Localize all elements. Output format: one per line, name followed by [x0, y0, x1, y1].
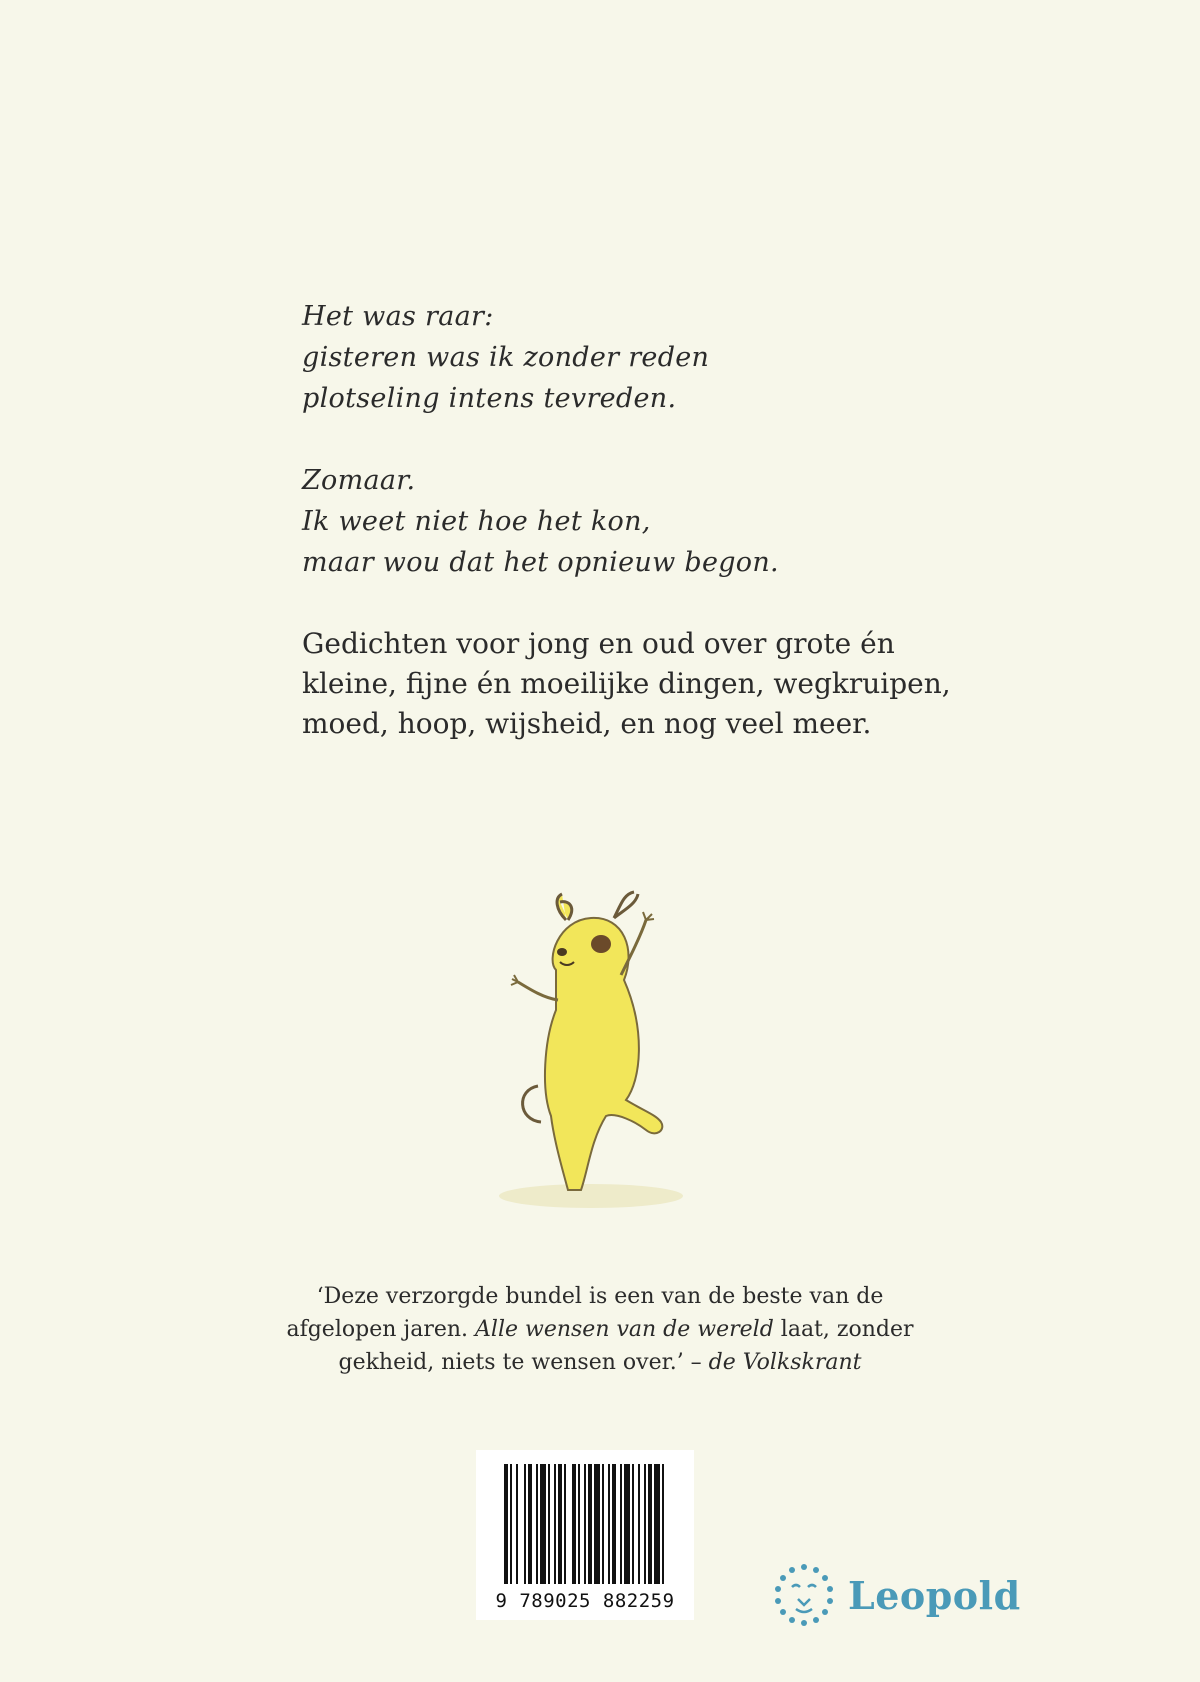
- barcode-bar: [564, 1464, 566, 1584]
- barcode-bar: [632, 1464, 634, 1584]
- barcode-bar: [524, 1464, 526, 1584]
- poem-line: Het was raar:: [302, 301, 494, 332]
- blurb-line: Gedichten voor jong en oud over grote én: [302, 627, 895, 660]
- barcode-bar: [648, 1464, 652, 1584]
- isbn-barcode: [476, 1450, 694, 1620]
- quote-line-1: ‘Deze verzorgde bundel is een van de beste van de: [316, 1284, 884, 1309]
- barcode-bar: [510, 1464, 512, 1584]
- poem-line: Zomaar.: [302, 465, 416, 496]
- poem-stanza-1: [302, 296, 779, 419]
- barcode-bar: [638, 1464, 640, 1584]
- publisher-name: Leopold: [848, 1572, 1021, 1618]
- quote-source: de Volkskrant: [708, 1350, 862, 1375]
- blurb-line: kleine, fijne én moeilijke dingen, wegkruipen,: [302, 667, 951, 700]
- barcode-bar: [612, 1464, 616, 1584]
- barcode-bar: [554, 1464, 556, 1584]
- barcode-bar: [624, 1464, 630, 1584]
- quote-text: laat, zonder: [773, 1317, 914, 1342]
- book-title: Alle wensen van de wereld: [475, 1317, 774, 1342]
- barcode-bar: [588, 1464, 592, 1584]
- book-blurb: [302, 624, 951, 744]
- barcode-bar: [594, 1464, 600, 1584]
- barcode-bar: [548, 1464, 550, 1584]
- barcode-bar: [516, 1464, 518, 1584]
- poem-line: plotseling intens tevreden.: [302, 383, 677, 414]
- barcode-bar: [578, 1464, 580, 1584]
- barcode-bar: [584, 1464, 586, 1584]
- press-quote: [260, 1280, 940, 1379]
- dancing-creature-illustration: [496, 890, 696, 1220]
- quote-text: gekheid, niets te wensen over.’ –: [338, 1350, 709, 1375]
- quote-line-3: [260, 1346, 940, 1379]
- poem-stanza-2: [302, 460, 779, 583]
- poem-line: Ik weet niet hoe het kon,: [302, 506, 651, 537]
- barcode-bar: [620, 1464, 622, 1584]
- barcode-bar: [536, 1464, 538, 1584]
- barcode-bar: [558, 1464, 562, 1584]
- barcode-bar: [504, 1464, 508, 1584]
- barcode-bar: [572, 1464, 576, 1584]
- barcode-bar: [654, 1464, 660, 1584]
- poem-line: gisteren was ik zonder reden: [302, 342, 710, 373]
- poem-line: maar wou dat het opnieuw begon.: [302, 547, 779, 578]
- poem: [302, 296, 779, 624]
- barcode-bar: [602, 1464, 604, 1584]
- barcode-bar: [540, 1464, 546, 1584]
- barcode-bar: [528, 1464, 532, 1584]
- isbn-number: 9 789025 882259: [495, 1590, 675, 1612]
- barcode-bars: [476, 1450, 694, 1590]
- quote-line-2: [260, 1313, 940, 1346]
- blurb-line: moed, hoop, wijsheid, en nog veel meer.: [302, 707, 872, 740]
- quote-text: afgelopen jaren.: [286, 1317, 476, 1342]
- publisher-logo: [772, 1560, 1021, 1630]
- barcode-bar: [644, 1464, 646, 1584]
- barcode-bar: [662, 1464, 664, 1584]
- barcode-bar: [608, 1464, 610, 1584]
- lion-logo-icon: [772, 1563, 836, 1627]
